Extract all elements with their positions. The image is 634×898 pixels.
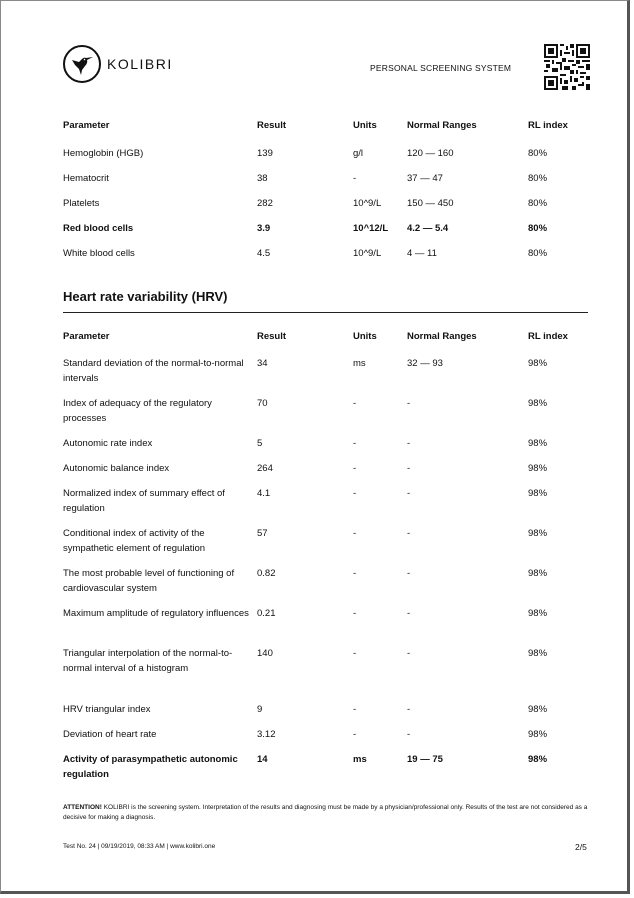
rl-index-cell: 98% xyxy=(528,358,548,369)
table-row-out-of-range xyxy=(63,222,588,247)
table-row xyxy=(63,526,588,566)
units-cell: 10^9/L xyxy=(353,248,382,259)
rl-index-cell: 80% xyxy=(528,173,548,184)
column-header: Result xyxy=(257,331,287,342)
range-cell: 4.2 — 5.4 xyxy=(407,223,449,234)
parameter-cell: Hemoglobin (HGB) xyxy=(63,148,144,159)
table-row xyxy=(63,247,588,272)
range-cell: - xyxy=(407,398,411,409)
units-cell: - xyxy=(353,608,357,619)
result-cell: 34 xyxy=(257,358,268,369)
range-cell: 37 — 47 xyxy=(407,173,443,184)
units-cell: 10^9/L xyxy=(353,198,382,209)
column-header: RL index xyxy=(528,331,568,342)
range-cell: 19 — 75 xyxy=(407,754,443,765)
parameter-cell: Normalized index of summary effect of regulation xyxy=(63,488,225,514)
column-header: Units xyxy=(353,331,377,342)
table-row xyxy=(63,486,588,526)
result-cell: 57 xyxy=(257,528,268,539)
result-cell: 3.9 xyxy=(257,223,271,234)
result-cell: 4.1 xyxy=(257,488,271,499)
table-row-out-of-range xyxy=(63,752,588,792)
table-row xyxy=(63,172,588,197)
parameter-cell: Activity of parasympathetic autonomic regulation xyxy=(63,754,238,780)
parameter-cell: Conditional index of activity of the sympathetic element of regulation xyxy=(63,528,206,554)
result-cell: 264 xyxy=(257,463,273,474)
units-cell: - xyxy=(353,704,357,715)
units-cell: - xyxy=(353,568,357,579)
result-cell: 282 xyxy=(257,198,273,209)
range-cell: 120 — 160 xyxy=(407,148,454,159)
result-cell: 9 xyxy=(257,704,263,715)
parameter-cell: White blood cells xyxy=(63,248,135,259)
table-row xyxy=(63,606,588,646)
range-cell: - xyxy=(407,704,411,715)
units-cell: - xyxy=(353,463,357,474)
section-divider xyxy=(63,312,588,313)
rl-index-cell: 98% xyxy=(528,488,548,499)
table-row xyxy=(63,727,588,752)
table-row xyxy=(63,566,588,606)
test-info: Test No. 24 | 09/19/2019, 08:33 AM | www.kolibri.one xyxy=(63,843,216,850)
result-cell: 14 xyxy=(257,754,268,765)
section-title: Heart rate variability (HRV) xyxy=(63,289,228,304)
table-row xyxy=(63,197,588,222)
result-cell: 0.82 xyxy=(257,568,276,579)
units-cell: - xyxy=(353,173,357,184)
parameter-cell: Index of adequacy of the regulatory processes xyxy=(63,398,212,424)
units-cell: 10^12/L xyxy=(353,223,389,234)
hrv-results-table xyxy=(63,329,588,792)
column-header: RL index xyxy=(528,120,568,131)
table-row xyxy=(63,702,588,727)
blood-results-table xyxy=(63,119,588,272)
brand-name: KOLIBRI xyxy=(107,56,173,72)
page-header xyxy=(1,1,627,101)
result-cell: 38 xyxy=(257,173,268,184)
brand-logo xyxy=(63,45,173,83)
result-cell: 3.12 xyxy=(257,729,276,740)
parameter-cell: Standard deviation of the normal-to-normal intervals xyxy=(63,358,244,384)
table-row xyxy=(63,461,588,486)
rl-index-cell: 98% xyxy=(528,754,548,765)
range-cell: 4 — 11 xyxy=(407,248,437,259)
range-cell: 32 — 93 xyxy=(407,358,443,369)
table-row xyxy=(63,436,588,461)
table-row xyxy=(63,147,588,172)
rl-index-cell: 98% xyxy=(528,528,548,539)
result-cell: 140 xyxy=(257,648,273,659)
units-cell: ms xyxy=(353,754,367,765)
range-cell: - xyxy=(407,488,411,499)
units-cell: ms xyxy=(353,358,366,369)
table-row xyxy=(63,396,588,436)
units-cell: - xyxy=(353,729,357,740)
parameter-cell: Hematocrit xyxy=(63,173,109,184)
range-cell: - xyxy=(407,648,411,659)
parameter-cell: Deviation of heart rate xyxy=(63,729,157,740)
parameter-cell: Triangular interpolation of the normal-to-normal interval of a histogram xyxy=(63,648,233,674)
rl-index-cell: 98% xyxy=(528,648,548,659)
column-header: Result xyxy=(257,120,287,131)
range-cell: 150 — 450 xyxy=(407,198,454,209)
table-header xyxy=(63,329,588,356)
table-row xyxy=(63,356,588,396)
parameter-cell: The most probable level of functioning of cardiovascular system xyxy=(63,568,235,594)
units-cell: - xyxy=(353,438,357,449)
range-cell: - xyxy=(407,463,411,474)
result-cell: 139 xyxy=(257,148,273,159)
range-cell: - xyxy=(407,438,411,449)
parameter-cell: Autonomic balance index xyxy=(63,463,170,474)
rl-index-cell: 80% xyxy=(528,223,548,234)
rl-index-cell: 80% xyxy=(528,148,548,159)
attention-text: KOLIBRI is the screening system. Interpretation of the results and diagnosing must be made by a physician/professional only. Results of the test are not considered as a decisive for making a diagnosis. xyxy=(63,804,588,821)
rl-index-cell: 98% xyxy=(528,438,548,449)
table-row xyxy=(63,646,588,702)
rl-index-cell: 98% xyxy=(528,704,548,715)
column-header: Units xyxy=(353,120,377,131)
rl-index-cell: 98% xyxy=(528,608,548,619)
column-header: Parameter xyxy=(63,331,110,342)
page-number: 2/5 xyxy=(575,842,587,852)
column-header: Normal Ranges xyxy=(407,120,477,131)
result-cell: 4.5 xyxy=(257,248,271,259)
result-cell: 0.21 xyxy=(257,608,276,619)
units-cell: - xyxy=(353,398,357,409)
attention-label: ATTENTION! xyxy=(63,804,102,811)
parameter-cell: HRV triangular index xyxy=(63,704,151,715)
attention-notice xyxy=(63,803,593,823)
units-cell: - xyxy=(353,528,357,539)
rl-index-cell: 98% xyxy=(528,463,548,474)
result-cell: 70 xyxy=(257,398,268,409)
hummingbird-icon xyxy=(63,45,101,83)
rl-index-cell: 98% xyxy=(528,568,548,579)
qr-code-icon xyxy=(544,44,590,90)
units-cell: - xyxy=(353,488,357,499)
column-header: Normal Ranges xyxy=(407,331,477,342)
table-header xyxy=(63,119,588,147)
rl-index-cell: 98% xyxy=(528,398,548,409)
range-cell: - xyxy=(407,528,411,539)
parameter-cell: Maximum amplitude of regulatory influences xyxy=(63,608,249,619)
parameter-cell: Autonomic rate index xyxy=(63,438,153,449)
parameter-cell: Red blood cells xyxy=(63,223,134,234)
rl-index-cell: 80% xyxy=(528,198,548,209)
rl-index-cell: 98% xyxy=(528,729,548,740)
system-title: PERSONAL SCREENING SYSTEM xyxy=(370,63,512,73)
units-cell: - xyxy=(353,648,357,659)
column-header: Parameter xyxy=(63,120,110,131)
units-cell: g/l xyxy=(353,148,364,159)
parameter-cell: Platelets xyxy=(63,198,100,209)
range-cell: - xyxy=(407,729,411,740)
rl-index-cell: 80% xyxy=(528,248,548,259)
range-cell: - xyxy=(407,568,411,579)
result-cell: 5 xyxy=(257,438,263,449)
range-cell: - xyxy=(407,608,411,619)
